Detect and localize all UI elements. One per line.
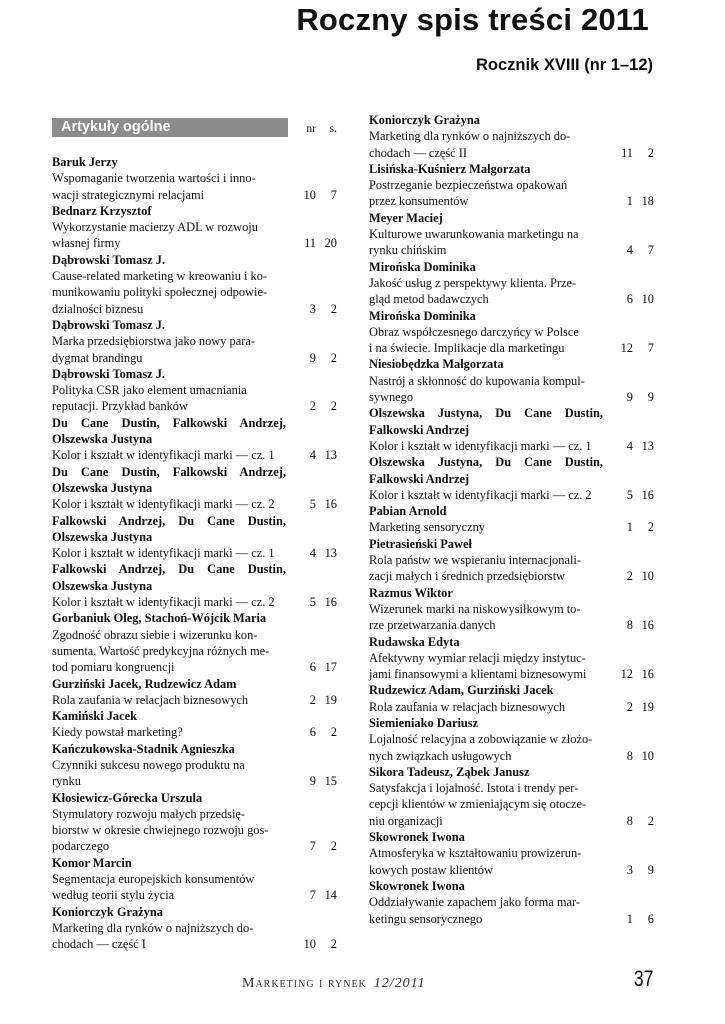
entry-author: Du Cane Dustin, Falkowski Andrzej, Olszewska Justyna <box>52 464 286 495</box>
entry-title-line: tod pomiaru kongruencji <box>52 660 175 675</box>
entry-author: Bednarz Krzysztof <box>52 203 152 218</box>
entry-page-number: 2 <box>330 399 337 414</box>
toc-entry <box>369 585 654 634</box>
entry-page-number: 2 <box>330 350 337 365</box>
toc-entry <box>52 676 337 709</box>
entry-title-line: Kolor i kształt w identyfikacji marki — cz. 1 <box>369 438 592 453</box>
entry-issue-number: 5 <box>626 487 633 502</box>
entry-title-line: biorstw w okresie chwiejnego rozwoju gos- <box>52 823 269 838</box>
entry-issue-number: 5 <box>309 497 316 512</box>
toc-entry <box>52 203 337 252</box>
entry-title <box>369 845 603 878</box>
entry-issue-number: 1 <box>626 911 633 926</box>
toc-entry <box>52 252 337 317</box>
entry-author: Falkowski Andrzej, Du Cane Dustin, Olszewska Justyna <box>52 513 286 544</box>
entry-title-line: Marka przedsiębiorstwa jako nowy para- <box>52 334 255 349</box>
entry-issue-number: 1 <box>626 520 633 535</box>
entry-page-number: 18 <box>641 194 654 209</box>
entry-row <box>369 226 654 259</box>
journal-issue: 12/2011 <box>373 976 426 991</box>
entry-author: Sikora Tadeusz, Ząbek Janusz <box>369 764 530 779</box>
entry-title-line: sumenta. Wartość predykcyjna różnych me- <box>52 643 270 658</box>
entry-page-number: 2 <box>330 839 337 854</box>
entry-issue-number: 11 <box>621 145 633 160</box>
entry-title <box>52 627 286 676</box>
entry-title-line: Kolor i kształt w identyfikacji marki — cz. 2 <box>52 497 275 512</box>
entry-title-line: niu organizacji <box>369 813 443 828</box>
entry-row <box>52 920 337 953</box>
entry-author: Kańczukowska-Stadnik Agnieszka <box>52 741 235 756</box>
toc-entry <box>52 415 337 464</box>
entry-title-line: munikowaniu polityki społecznej odpowie- <box>52 285 268 300</box>
entry-issue-number: 11 <box>304 236 316 251</box>
toc-entry <box>52 464 337 513</box>
entry-row <box>52 333 337 366</box>
entry-title-line: rynku chińskim <box>369 243 447 258</box>
toc-entry <box>52 154 337 203</box>
volume-subtitle: Rocznik XVIII (nr 1–12) <box>476 56 653 74</box>
entry-title-line: Lojalność relacyjna a zobowiązanie w złożo- <box>369 732 593 747</box>
entry-author: Rudawska Edyta <box>369 634 460 649</box>
entry-title <box>369 275 603 308</box>
toc-entry <box>369 878 654 927</box>
entry-title-line: rze przetwarzania danych <box>369 618 496 633</box>
entry-author: Gurziński Jacek, Rudzewicz Adam <box>52 676 237 691</box>
entry-title-line: Segmentacja europejskich konsumentów <box>52 872 255 887</box>
entry-row <box>52 757 337 790</box>
toc-entry <box>369 682 654 715</box>
entry-row <box>52 496 337 512</box>
entry-row <box>52 382 337 415</box>
entry-title-line: Marketing dla rynków o najniższych do- <box>52 920 254 935</box>
entry-title <box>369 650 603 683</box>
entry-author: Niesiobędzka Małgorzata <box>369 357 504 372</box>
entry-title <box>52 757 286 790</box>
entry-issue-number: 8 <box>626 748 633 763</box>
entry-author: Dąbrowski Tomasz J. <box>52 366 166 381</box>
entry-title-line: sywnego <box>369 390 414 405</box>
entry-page-number: 14 <box>324 888 337 903</box>
entry-issue-number: 8 <box>626 618 633 633</box>
entry-issue-number: 6 <box>309 725 316 740</box>
entry-title <box>52 219 286 252</box>
toc-entry <box>52 904 337 953</box>
entry-title-line: Kulturowe uwarunkowania marketingu na <box>369 227 579 242</box>
entry-issue-number: 9 <box>309 774 316 789</box>
entry-author: Pabian Arnold <box>369 504 447 519</box>
entry-title-line: nych związkach usługowych <box>369 748 512 763</box>
entry-page-number: 15 <box>324 774 337 789</box>
toc-entry <box>52 708 337 741</box>
entry-page-number: 19 <box>641 699 654 714</box>
entry-title-line: chodach — część I <box>52 937 146 952</box>
entry-title-line: Afektywny wymiar relacji między instytuc- <box>369 650 586 665</box>
entry-page-number: 10 <box>641 569 654 584</box>
journal-footer <box>242 976 426 996</box>
entry-row <box>369 373 654 406</box>
entry-page-number: 2 <box>330 937 337 952</box>
entry-row <box>52 268 337 317</box>
column-header-page: s. <box>329 123 337 135</box>
entry-title-line: rynku <box>52 774 81 789</box>
entry-row <box>369 324 654 357</box>
entry-issue-number: 2 <box>626 569 633 584</box>
entry-title-line: własnej firmy <box>52 236 121 251</box>
entry-title <box>52 724 286 740</box>
entry-title <box>52 594 286 610</box>
column-header-nr: nr <box>306 123 316 135</box>
entry-row <box>52 806 337 855</box>
entry-title-line: przez konsumentów <box>369 194 469 209</box>
toc-entry <box>369 764 654 829</box>
entry-author: Mirońska Dominika <box>369 259 476 274</box>
toc-entry <box>369 356 654 405</box>
entry-title <box>52 333 286 366</box>
entry-page-number: 2 <box>330 301 337 316</box>
entry-row <box>369 650 654 683</box>
entry-title-line: Satysfakcja i lojalność. Istota i trendy per- <box>369 781 579 796</box>
toc-entry <box>52 610 337 675</box>
toc-column-left <box>52 118 337 953</box>
journal-name: Marketing i rynek <box>242 976 367 991</box>
entry-row <box>52 692 337 708</box>
entry-page-number: 7 <box>647 341 654 356</box>
entry-page-number: 16 <box>641 487 654 502</box>
toc-list-left <box>52 154 337 953</box>
entry-row <box>369 731 654 764</box>
toc-entry <box>52 561 337 610</box>
entry-row <box>369 894 654 927</box>
entry-row <box>369 552 654 585</box>
entry-row <box>369 699 654 715</box>
toc-entry <box>369 536 654 585</box>
entry-title <box>52 170 286 203</box>
entry-author: Koniorczyk Grażyna <box>52 904 163 919</box>
entry-row <box>369 177 654 210</box>
toc-entry <box>369 112 654 161</box>
toc-entry <box>369 210 654 259</box>
entry-title <box>52 545 286 561</box>
entry-page-number: 13 <box>324 448 337 463</box>
entry-author: Meyer Maciej <box>369 210 443 225</box>
entry-title <box>52 806 286 855</box>
entry-title-line: cepcji klientów w zmieniającym się otocze- <box>369 797 587 812</box>
toc-entry <box>52 513 337 562</box>
entry-title <box>52 692 286 708</box>
toc-entry <box>369 308 654 357</box>
entry-title-line: i na świecie. Implikacje dla marketingu <box>369 341 565 356</box>
entry-title-line: dzialności biznesu <box>52 301 144 316</box>
entry-page-number: 16 <box>324 497 337 512</box>
entry-issue-number: 4 <box>626 438 633 453</box>
entry-author: Kamiński Jacek <box>52 709 138 724</box>
entry-issue-number: 9 <box>309 350 316 365</box>
entry-title-line: Polityka CSR jako element umacniania <box>52 383 247 398</box>
entry-title-line: dygmat brandingu <box>52 350 143 365</box>
entry-title <box>369 894 603 927</box>
entry-page-number: 13 <box>641 438 654 453</box>
toc-entry <box>52 317 337 366</box>
entry-author: Kłosiewicz-Górecka Urszula <box>52 790 203 805</box>
entry-author: Olszewska Justyna, Du Cane Dustin, Falkowski Andrzej <box>369 455 603 486</box>
entry-title-line: Rola państw we wspieraniu internacjonali- <box>369 553 581 568</box>
entry-title-line: Kolor i kształt w identyfikacji marki — cz. 2 <box>52 595 275 610</box>
entry-title <box>369 601 603 634</box>
entry-issue-number: 2 <box>626 699 633 714</box>
entry-row <box>52 724 337 740</box>
entry-issue-number: 2 <box>309 692 316 707</box>
entry-issue-number: 1 <box>626 194 633 209</box>
toc-entry <box>52 741 337 790</box>
entry-author: Mirońska Dominika <box>369 308 476 323</box>
entry-row <box>369 780 654 829</box>
entry-issue-number: 3 <box>626 862 633 877</box>
entry-title-line: Postrzeganie bezpieczeństwa opakowań <box>369 178 568 193</box>
toc-entry <box>52 855 337 904</box>
entry-row <box>369 128 654 161</box>
toc-entry <box>369 829 654 878</box>
entry-row <box>369 845 654 878</box>
entry-page-number: 13 <box>324 546 337 561</box>
entry-issue-number: 7 <box>309 888 316 903</box>
entry-issue-number: 10 <box>303 937 316 952</box>
entry-page-number: 2 <box>647 145 654 160</box>
entry-issue-number: 10 <box>303 187 316 202</box>
entry-page-number: 7 <box>647 243 654 258</box>
entry-row <box>369 438 654 454</box>
entry-issue-number: 2 <box>309 399 316 414</box>
entry-title-line: podarczego <box>52 839 110 854</box>
entry-row <box>52 170 337 203</box>
entry-issue-number: 12 <box>620 667 633 682</box>
entry-title-line: Stymulatory rozwoju małych przedsię- <box>52 806 246 821</box>
toc-entry <box>369 634 654 683</box>
entry-author: Razmus Wiktor <box>369 585 453 600</box>
entry-issue-number: 3 <box>309 301 316 316</box>
section-header <box>52 118 337 154</box>
entry-author: Siemieniako Dariusz <box>369 715 479 730</box>
entry-title <box>52 871 286 904</box>
entry-page-number: 10 <box>641 748 654 763</box>
entry-page-number: 9 <box>647 390 654 405</box>
entry-page-number: 10 <box>641 292 654 307</box>
entry-page-number: 2 <box>647 813 654 828</box>
toc-entry <box>52 790 337 855</box>
entry-author: Lisińska-Kuśnierz Małgorzata <box>369 161 531 176</box>
entry-title-line: kowych postaw klientów <box>369 862 493 877</box>
entry-title-line: Cause-related marketing w kreowaniu i ko- <box>52 269 268 284</box>
entry-issue-number: 7 <box>309 839 316 854</box>
entry-author: Skowronek Iwona <box>369 878 465 893</box>
entry-row <box>369 601 654 634</box>
entry-title-line: Kolor i kształt w identyfikacji marki — cz. 2 <box>369 487 592 502</box>
entry-title <box>52 382 286 415</box>
entry-title-line: Marketing sensoryczny <box>369 520 485 535</box>
entry-title-line: Oddziaływanie zapachem jako forma mar- <box>369 895 580 910</box>
entry-title <box>369 731 603 764</box>
entry-title-line: Kolor i kształt w identyfikacji marki — cz. 1 <box>52 448 275 463</box>
entry-issue-number: 9 <box>626 390 633 405</box>
entry-title-line: Jakość usług z perspektywy klienta. Prze- <box>369 275 577 290</box>
entry-title <box>369 128 603 161</box>
entry-title <box>369 324 603 357</box>
entry-author: Falkowski Andrzej, Du Cane Dustin, Olszewska Justyna <box>52 562 286 593</box>
section-title: Artykuły ogólne <box>52 118 288 137</box>
entry-title <box>52 920 286 953</box>
entry-title-line: Zgodność obrazu siebie i wizerunku kon- <box>52 627 258 642</box>
entry-title-line: według teorii stylu życia <box>52 888 175 903</box>
entry-author: Komor Marcin <box>52 855 132 870</box>
entry-title-line: wacji strategicznymi relacjami <box>52 187 205 202</box>
toc-column-right <box>369 112 654 927</box>
entry-title-line: Nastrój a skłonność do kupowania kompul- <box>369 373 585 388</box>
entry-row <box>369 519 654 535</box>
page-title: Roczny spis treści 2011 <box>296 2 649 37</box>
entry-title-line: jami finansowymi a klientami biznesowymi <box>369 667 587 682</box>
entry-title <box>369 519 603 535</box>
entry-page-number: 16 <box>324 595 337 610</box>
entry-issue-number: 5 <box>309 595 316 610</box>
entry-title-line: ketingu sensorycznego <box>369 911 483 926</box>
entry-author: Dąbrowski Tomasz J. <box>52 317 166 332</box>
entry-issue-number: 6 <box>626 292 633 307</box>
entry-row <box>369 487 654 503</box>
entry-title-line: Rola zaufania w relacjach biznesowych <box>369 699 566 714</box>
entry-row <box>52 627 337 676</box>
entry-author: Du Cane Dustin, Falkowski Andrzej, Olszewska Justyna <box>52 415 286 447</box>
entry-title-line: Kolor i kształt w identyfikacji marki — cz. 1 <box>52 546 275 561</box>
entry-issue-number: 8 <box>626 813 633 828</box>
entry-title-line: Kiedy powstał marketing? <box>52 725 183 740</box>
toc-entry <box>369 503 654 536</box>
entry-author: Baruk Jerzy <box>52 155 118 169</box>
entry-title <box>369 226 603 259</box>
page-number: 37 <box>633 966 653 991</box>
entry-title-line: Marketing dla rynków o najniższych do- <box>369 129 571 144</box>
toc-entry <box>369 259 654 308</box>
entry-title-line: zacji małych i średnich przedsiębiorstw <box>369 569 566 584</box>
entry-page-number: 9 <box>647 862 654 877</box>
entry-title-line: Wizerunek marki na niskowysiłkowym to- <box>369 601 581 616</box>
entry-title <box>52 496 286 512</box>
entry-author: Skowronek Iwona <box>369 830 465 845</box>
entry-issue-number: 12 <box>620 341 633 356</box>
entry-page-number: 2 <box>330 725 337 740</box>
entry-title <box>369 438 603 454</box>
toc-entry <box>369 161 654 210</box>
entry-title <box>369 177 603 210</box>
entry-issue-number: 4 <box>626 243 633 258</box>
entry-page-number: 19 <box>324 692 337 707</box>
entry-issue-number: 4 <box>309 546 316 561</box>
entry-page-number: 2 <box>647 520 654 535</box>
entry-title <box>52 268 286 317</box>
toc-entry <box>52 366 337 415</box>
entry-author: Koniorczyk Grażyna <box>369 113 480 127</box>
entry-page-number: 7 <box>330 187 337 202</box>
entry-title <box>52 447 286 463</box>
entry-row <box>52 594 337 610</box>
entry-title-line: gląd metod badawczych <box>369 292 489 307</box>
entry-page-number: 16 <box>641 667 654 682</box>
entry-author: Olszewska Justyna, Du Cane Dustin, Falkowski Andrzej <box>369 406 603 437</box>
entry-title-line: Atmosferyka w kształtowaniu prowizerun- <box>369 846 582 861</box>
entry-row <box>52 545 337 561</box>
entry-title-line: Wspomaganie tworzenia wartości i inno- <box>52 171 256 186</box>
entry-page-number: 16 <box>641 618 654 633</box>
entry-title <box>369 780 603 829</box>
entry-page-number: 17 <box>324 660 337 675</box>
entry-title <box>369 487 603 503</box>
toc-entry <box>369 405 654 454</box>
entry-title-line: Rola zaufania w relacjach biznesowych <box>52 692 249 707</box>
entry-page-number: 20 <box>324 236 337 251</box>
entry-row <box>52 447 337 463</box>
entry-title-line: chodach — część II <box>369 145 468 160</box>
entry-row <box>52 871 337 904</box>
entry-author: Dąbrowski Tomasz J. <box>52 252 166 267</box>
entry-row <box>369 275 654 308</box>
entry-row <box>52 219 337 252</box>
entry-author: Gorbaniuk Oleg, Stachoń-Wójcik Maria <box>52 611 267 626</box>
toc-entry <box>369 715 654 764</box>
entry-page-number: 6 <box>647 911 654 926</box>
entry-issue-number: 6 <box>309 660 316 675</box>
toc-list-right <box>369 112 654 927</box>
entry-title-line: Obraz współczesnego darczyńcy w Polsce <box>369 324 579 339</box>
entry-title-line: Wykorzystanie macierzy ADL w rozwoju <box>52 220 258 235</box>
entry-author: Pietrasieński Paweł <box>369 536 472 551</box>
entry-title <box>369 552 603 585</box>
entry-issue-number: 4 <box>309 448 316 463</box>
entry-title <box>369 699 603 715</box>
entry-author: Rudzewicz Adam, Gurziński Jacek <box>369 683 554 698</box>
entry-title-line: Czynniki sukcesu nowego produktu na <box>52 757 245 772</box>
entry-title <box>369 373 603 406</box>
toc-entry <box>369 454 654 503</box>
entry-title-line: reputacji. Przykład banków <box>52 399 188 414</box>
